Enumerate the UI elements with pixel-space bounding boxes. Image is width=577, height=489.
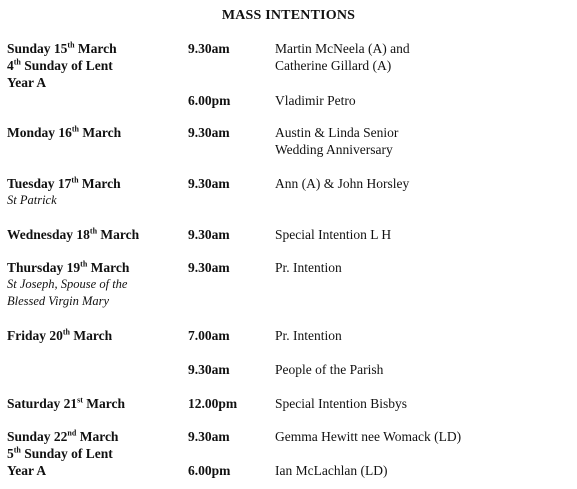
intention-line: Ann (A) & John Horsley	[275, 176, 410, 191]
day-label	[7, 175, 182, 192]
intention-line: Vladimir Petro	[275, 93, 356, 108]
day-text: Sunday 15	[7, 41, 68, 56]
feast-label	[7, 293, 182, 310]
intention-line: Wedding Anniversary	[275, 142, 393, 157]
mass-time: 6.00pm	[188, 463, 231, 478]
day-cell	[7, 226, 182, 243]
mass-time: 9.30am	[188, 227, 230, 242]
day-text: Year A	[7, 463, 47, 478]
mass-time: 9.30am	[188, 41, 230, 56]
intention-line: People of the Parish	[275, 362, 384, 377]
day-label	[7, 74, 182, 91]
day-text-rest: March	[78, 176, 121, 191]
day-text-rest: March	[97, 227, 140, 242]
mass-intention	[275, 124, 565, 158]
day-label	[7, 40, 182, 57]
day-text: Tuesday 17	[7, 176, 72, 191]
mass-time: 7.00am	[188, 328, 230, 343]
intention-line: Special Intention Bisbys	[275, 396, 407, 411]
intention-line: Pr. Intention	[275, 260, 342, 275]
intention-line: Gemma Hewitt nee Womack (LD)	[275, 429, 462, 444]
ordinal-suffix: th	[71, 124, 80, 134]
mass-intention	[275, 259, 565, 276]
mass-intention	[275, 462, 565, 479]
day-label	[7, 226, 182, 243]
ordinal-suffix: th	[67, 40, 75, 50]
day-text-rest: March	[87, 260, 130, 275]
day-label	[7, 445, 182, 462]
mass-intention	[275, 175, 565, 192]
day-text-rest: March	[70, 328, 113, 343]
day-text: Sunday 22	[7, 429, 68, 444]
mass-intention	[275, 226, 565, 243]
ordinal-suffix: th	[71, 175, 79, 185]
feast-label	[7, 192, 182, 209]
mass-time: 9.30am	[188, 429, 230, 444]
day-cell	[7, 395, 182, 412]
day-text: Thursday 19	[7, 260, 81, 275]
day-label	[7, 259, 182, 276]
day-cell	[7, 40, 182, 91]
day-label	[7, 462, 182, 479]
mass-intention	[275, 395, 565, 412]
day-text: 5	[7, 446, 14, 461]
day-text-rest: Sunday of Lent	[20, 58, 113, 73]
day-text: Saturday 21	[7, 396, 78, 411]
day-text: St Joseph, Spouse of the	[7, 277, 128, 291]
day-text-rest: March	[74, 41, 117, 56]
day-cell	[7, 259, 182, 310]
day-text-rest: March	[76, 429, 119, 444]
day-cell	[7, 428, 182, 479]
ordinal-suffix: th	[62, 327, 70, 337]
day-label	[7, 428, 182, 445]
ordinal-suffix: th	[80, 259, 88, 269]
ordinal-suffix: th	[13, 445, 21, 455]
day-text: St Patrick	[7, 193, 57, 207]
day-text: Blessed Virgin Mary	[7, 294, 110, 308]
day-cell	[7, 175, 182, 209]
intention-line: Pr. Intention	[275, 328, 342, 343]
mass-intention	[275, 327, 565, 344]
ordinal-suffix: nd	[67, 428, 77, 438]
mass-time: 9.30am	[188, 260, 230, 275]
mass-intention	[275, 40, 565, 74]
day-text: 4	[7, 58, 14, 73]
intention-line: Martin McNeela (A) and	[275, 41, 410, 56]
day-cell	[7, 327, 182, 344]
intention-line: Catherine Gillard (A)	[275, 58, 392, 73]
feast-label	[7, 276, 182, 293]
mass-intention	[275, 428, 565, 445]
intention-line: Ian McLachlan (LD)	[275, 463, 388, 478]
mass-time: 9.30am	[188, 362, 230, 377]
day-label	[7, 57, 182, 74]
day-label	[7, 327, 182, 344]
mass-time: 6.00pm	[188, 93, 231, 108]
day-text-rest: March	[82, 396, 126, 411]
mass-time: 9.30am	[188, 176, 230, 191]
mass-intention	[275, 92, 565, 109]
ordinal-suffix: st	[77, 395, 83, 405]
intention-line: Austin & Linda Senior	[275, 125, 399, 140]
day-text-rest: Sunday of Lent	[20, 446, 113, 461]
page-title: MASS INTENTIONS	[221, 8, 356, 23]
ordinal-suffix: th	[89, 226, 98, 236]
intention-line: Special Intention L H	[275, 227, 392, 242]
ordinal-suffix: th	[13, 57, 21, 67]
day-cell	[7, 124, 182, 141]
mass-intention	[275, 361, 565, 378]
day-text: Monday 16	[7, 125, 72, 140]
day-text: Wednesday 18	[7, 227, 90, 242]
mass-time: 12.00pm	[188, 396, 238, 411]
mass-time: 9.30am	[188, 125, 230, 140]
day-text: Year A	[7, 75, 47, 90]
day-label	[7, 124, 182, 141]
day-label	[7, 395, 182, 412]
day-text: Friday 20	[7, 328, 63, 343]
day-text-rest: March	[79, 125, 122, 140]
